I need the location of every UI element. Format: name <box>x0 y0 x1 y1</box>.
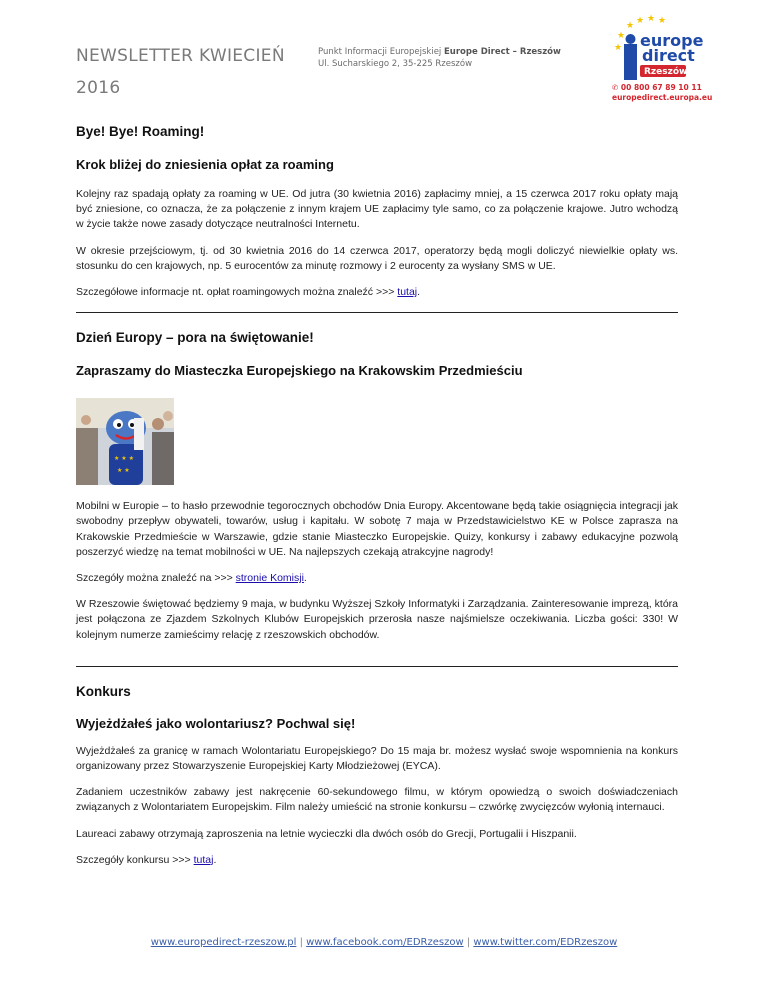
commission-page-link[interactable]: stronie Komisji <box>235 572 304 585</box>
org-name: Europe Direct – Rzeszów <box>444 47 561 57</box>
contest-title: Konkurs <box>76 683 131 699</box>
footer-links: www.europedirect-rzeszow.pl | www.facebook.com/EDRzeszow | www.twitter.com/EDRzeszow <box>150 937 618 948</box>
contest-paragraph-1: Wyjeżdżałeś za granicę w ramach Wolontariatu Europejskiego? Do 15 maja br. możesz wysłać swoje wspomnienia na konkurs organizowany przez Stowarzyszenie Europejskiej Karty Młodzieżowej (EYCA). <box>76 744 678 773</box>
contest-details-link[interactable]: tutaj <box>193 853 214 866</box>
logo-word-europe: europe <box>640 31 704 50</box>
europe-day-photo <box>76 398 174 485</box>
contest-paragraph-4: Szczegóły konkursu >>> tutaj. <box>76 853 217 866</box>
roaming-paragraph-1: Kolejny raz spadają opłaty za roaming w UE. Od jutra (30 kwietnia 2016) zapłacimy mniej, a 15 czerwca 2017 roku opłaty mają być zniesione, co oznacza, że za połączenie z innym krajem UE zapłacimy tyle samo, co za połączenie krajowe. Jutro wchodzą w życie także nowe zasady dotyczące neutralności Internetu. <box>76 188 678 231</box>
svg-text:★: ★ <box>614 43 623 53</box>
svg-text:★: ★ <box>636 16 645 26</box>
logo-pillar <box>624 44 637 80</box>
svg-text:★ ★: ★ ★ <box>117 467 130 475</box>
newsletter-title-line1: NEWSLETTER KWIECIEŃ <box>76 46 285 66</box>
svg-text:★: ★ <box>626 21 635 31</box>
roaming-paragraph-3: Szczegółowe informacje nt. opłat roamingowych można znaleźć >>> tutaj. <box>76 286 421 299</box>
org-address: Ul. Sucharskiego 2, 35-225 Rzeszów <box>318 59 473 69</box>
contest-paragraph-2: Zadaniem uczestników zabawy jest nakręcenie 60-sekundowego filmu, w którym opowiedzą o swoich doświadczeniach związanych z Wolontariatem Europejskim. Film należy umieścić na stronie konkursu – czwórkę zwycięzców wyłonią internauci. <box>76 786 678 814</box>
twitter-link[interactable]: www.twitter.com/EDRzeszow <box>473 937 618 948</box>
section-divider <box>76 666 678 667</box>
contest-paragraph-3: Laureaci zabawy otrzymają zaproszenia na letnie wycieczki dla dwóch osób do Grecji, Portugalii i Hiszpanii. <box>76 827 577 840</box>
svg-text:★: ★ <box>658 16 667 26</box>
roaming-details-link[interactable]: tutaj <box>397 286 418 299</box>
logo-city: Rzeszów <box>644 67 688 77</box>
europe-day-paragraph-2: Szczegóły można znaleźć na >>> stronie Komisji. <box>76 572 307 585</box>
logo-url: europedirect.europa.eu <box>612 93 713 102</box>
logo-phone: ✆ 00 800 67 89 10 11 <box>612 83 702 92</box>
roaming-subtitle: Krok bliżej do zniesienia opłat za roaming <box>76 157 334 172</box>
roaming-paragraph-2: W okresie przejściowym, tj. od 30 kwietnia 2016 do 14 czerwca 2017, operatorzy będą mogli doliczyć niewielkie opłaty ws. stosunku do cen krajowych, np. 5 eurocentów za minutę rozmowy i 2 eurocenty za wysłany SMS w UE. <box>76 244 678 272</box>
svg-text:★: ★ <box>647 14 656 24</box>
svg-text:★: ★ <box>617 31 626 41</box>
section-divider <box>76 312 678 313</box>
org-prefix: Punkt Informacji Europejskiej <box>318 47 444 57</box>
svg-text:★ ★ ★: ★ ★ ★ <box>114 455 134 463</box>
newsletter-title <box>76 40 306 104</box>
website-link[interactable]: www.europedirect-rzeszow.pl <box>150 937 297 948</box>
newsletter-content <box>76 118 678 868</box>
europe-day-subtitle: Zapraszamy do Miasteczka Europejskiego na Krakowskim Przedmieściu <box>76 363 523 379</box>
newsletter-title-line2: 2016 <box>76 78 121 98</box>
organization-info <box>318 46 598 70</box>
contest-subtitle: Wyjeżdżałeś jako wolontariusz? Pochwal się! <box>76 715 356 731</box>
europe-day-paragraph-1: Mobilni w Europie – to hasło przewodnie tegorocznych obchodów Dnia Europy. Akcentowane będą takie osiągnięcia integracji jak swobodny przepływ obywateli, towarów, usług i kapitału. W sobotę 7 maja w Przedstawicielstwo KE w Polsce zaprasza na Krakowskie Przedmieście w Warszawie, gdzie stanie Miasteczko Europejskie. Quizy, konkursy i zabawy edukacyjne pozwolą poszerzyć wiedzę na temat mobilności w UE. Na najlepszych czekają atrakcyjne nagrody! <box>76 500 678 558</box>
logo-contact <box>612 83 712 103</box>
europe-day-paragraph-3: W Rzeszowie świętować będziemy 9 maja, w budynku Wyższej Szkoły Informatyki i Zarządzania. Zainteresowanie imprezą, która jest połączona ze Zjazdem Szkolnych Klubów Europejskich przerosła nasze najśmielsze oczekiwania. Liczba gości: 330! W kolejnym numerze zamieścimy relację z rzeszowskich obchodów. <box>76 598 678 641</box>
logo-word-direct: direct <box>642 46 695 65</box>
facebook-link[interactable]: www.facebook.com/EDRzeszow <box>306 937 464 948</box>
roaming-title: Bye! Bye! Roaming! <box>76 124 205 139</box>
europe-day-title: Dzień Europy – pora na świętowanie! <box>76 330 314 346</box>
